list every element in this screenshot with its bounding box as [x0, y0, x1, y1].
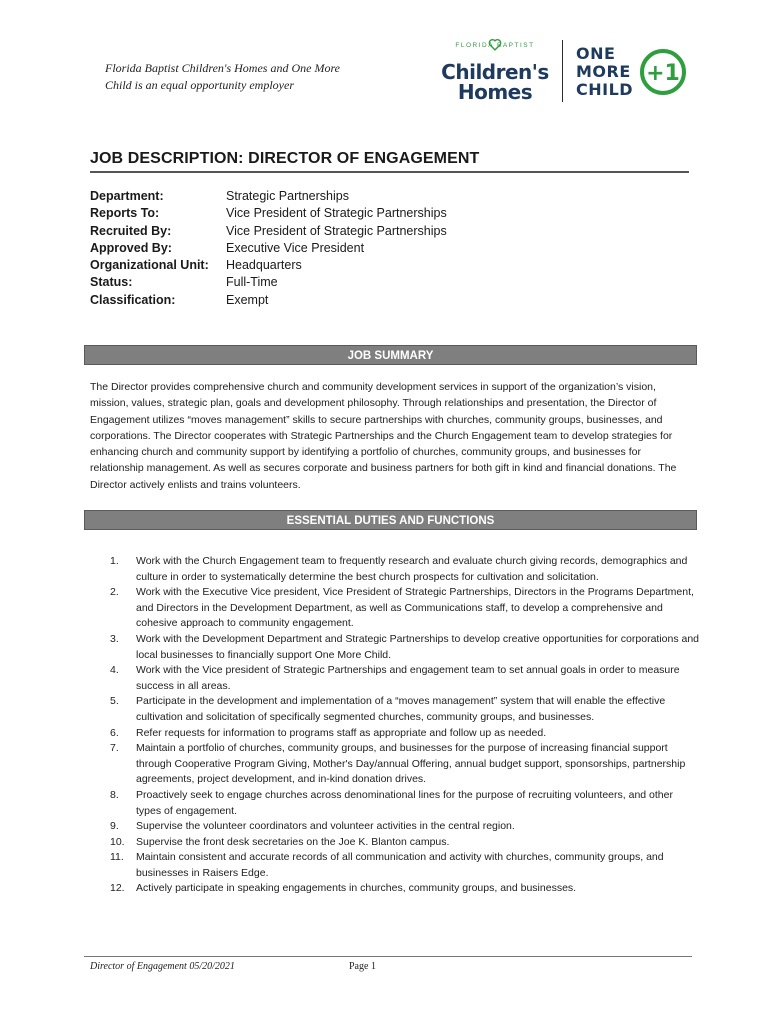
- item-text: Participate in the development and implementation of a “moves management” system that will enable the effective cultivation and solicitation of specifically segmented churches, community groups, and businesses.: [136, 695, 666, 723]
- list-item: [110, 819, 700, 835]
- logo-fbch-line2: Homes: [457, 80, 533, 104]
- job-summary-text: The Director provides comprehensive church and community development services in support of the organization’s vision, mission, values, strategic plan, goals and development philosophy. Through relationships and presentation, the Director of Engagement utilizes “moves management” skills to secure partnerships with churches, community groups, businesses, and corporations. The Director cooperates with Strategic Partnerships and the Church Engagement team to develop strategies for enhancing church and community support by identifying a portfolio of churches, community groups, and businesses for relationship management. As well as secures corporate and business partners for both gift in kind and financial donations. The Director actively enlists and trains volunteers.: [90, 381, 677, 491]
- item-number: 12.: [110, 882, 125, 895]
- info-label: Reports To:: [90, 206, 160, 221]
- list-item: [110, 632, 700, 663]
- info-label: Recruited By:: [90, 223, 172, 238]
- job-info-table: [90, 188, 447, 309]
- item-number: 10.: [110, 835, 125, 848]
- item-text: Actively participate in speaking engagements in churches, community groups, and businesses.: [136, 882, 577, 895]
- page-title: JOB DESCRIPTION: DIRECTOR OF ENGAGEMENT: [90, 150, 689, 173]
- item-text: Work with the Development Department and Strategic Partnerships to develop creative opportunities for corporations and local businesses to financially support One More Child.: [136, 632, 700, 661]
- info-row: [90, 188, 447, 205]
- list-item: [110, 585, 700, 632]
- list-item: [110, 554, 700, 585]
- info-label: Department:: [90, 189, 164, 203]
- item-text: Work with the Vice president of Strategic Partnerships and engagement team to set annual goals in order to measure success in all areas.: [136, 664, 680, 692]
- info-label: Organizational Unit:: [90, 258, 209, 273]
- list-item: [110, 850, 700, 881]
- info-value: Full-Time: [226, 275, 278, 290]
- plus-one-icon: [638, 47, 688, 97]
- heart-icon: [488, 38, 502, 52]
- item-text: Supervise the front desk secretaries on the Joe K. Blanton campus.: [136, 835, 450, 848]
- item-number: 1.: [110, 555, 119, 567]
- info-row: [90, 257, 447, 274]
- item-number: 11.: [110, 851, 124, 864]
- one-more-child-logo: [576, 45, 692, 103]
- item-number: 6.: [110, 726, 119, 739]
- item-text: Maintain a portfolio of churches, community groups, and businesses for the purpose of increasing financial support through Cooperative Program Giving, Mother's Day/annual Offering, annual budget support, sponsorships, partnership agreements, project development, and in-kind donation drives.: [136, 742, 686, 786]
- info-label: Status:: [90, 275, 133, 290]
- info-row: [90, 274, 447, 291]
- list-item: [110, 788, 700, 819]
- item-text: Work with the Church Engagement team to frequently research and evaluate church giving records, demographics and culture in order to systematically determine the best church prospects for cultivation and solicitation.: [136, 555, 688, 583]
- logo-divider: [562, 40, 563, 102]
- job-summary-heading: JOB SUMMARY: [84, 345, 697, 365]
- logo-omc-line3: CHILD: [576, 80, 634, 99]
- list-item: [110, 726, 700, 742]
- duties-heading: ESSENTIAL DUTIES AND FUNCTIONS: [84, 510, 697, 530]
- info-label: Classification:: [90, 292, 176, 307]
- logo-omc-line2: MORE: [576, 62, 631, 81]
- footer-document-label: Director of Engagement 05/20/2021: [90, 961, 235, 972]
- childrens-homes-logo: [441, 40, 549, 102]
- info-row: [90, 223, 447, 240]
- page-number: Page 1: [349, 961, 376, 972]
- list-item: [110, 663, 700, 694]
- item-number: 8.: [110, 788, 119, 801]
- list-item: [110, 741, 700, 788]
- info-label: Approved By:: [90, 240, 172, 255]
- logo-fbch-line1: Children's: [441, 60, 549, 84]
- eeo-statement: Florida Baptist Children's Homes and One More Child is an equal opportunity employer: [105, 61, 340, 92]
- info-row: [90, 205, 447, 222]
- item-number: 5.: [110, 695, 119, 708]
- info-value: Headquarters: [226, 258, 302, 273]
- item-number: 2.: [110, 586, 119, 599]
- item-text: Maintain consistent and accurate records of all communication and activity with churches, community groups, and businesses in Raisers Edge.: [136, 851, 664, 879]
- info-row: [90, 240, 447, 257]
- item-number: 3.: [110, 632, 119, 645]
- item-number: 4.: [110, 664, 119, 677]
- item-text: Proactively seek to engage churches across denominational lines for the purpose of recruiting volunteers, and other types of engagement.: [136, 788, 673, 817]
- list-item: [110, 694, 700, 725]
- info-row: [90, 292, 447, 309]
- footer-divider: [84, 956, 692, 957]
- info-value: Exempt: [226, 292, 269, 307]
- logo-fbch-top-text: FLORIDA BAPTIST: [455, 42, 535, 49]
- item-text: Work with the Executive Vice president, Vice President of Strategic Partnerships, Directors in the Programs Department, and Directors in the Development Department, as well as Communications staff, to develop a comprehensive and cohesive approach to community engagement.: [136, 586, 694, 630]
- list-item: [110, 881, 700, 897]
- list-item: [110, 835, 700, 851]
- info-value: Vice President of Strategic Partnerships: [226, 206, 447, 221]
- info-value: Vice President of Strategic Partnerships: [226, 223, 447, 238]
- info-value: Strategic Partnerships: [226, 189, 349, 203]
- duties-list: [110, 554, 700, 897]
- item-text: Supervise the volunteer coordinators and volunteer activities in the central region.: [136, 820, 515, 833]
- item-text: Refer requests for information to programs staff as appropriate and follow up as needed.: [136, 726, 547, 739]
- item-number: 7.: [110, 742, 119, 755]
- info-value: Executive Vice President: [226, 240, 365, 255]
- logo-omc-badge: +1: [646, 61, 680, 86]
- logo-omc-line1: ONE: [576, 44, 616, 63]
- item-number: 9.: [110, 820, 119, 833]
